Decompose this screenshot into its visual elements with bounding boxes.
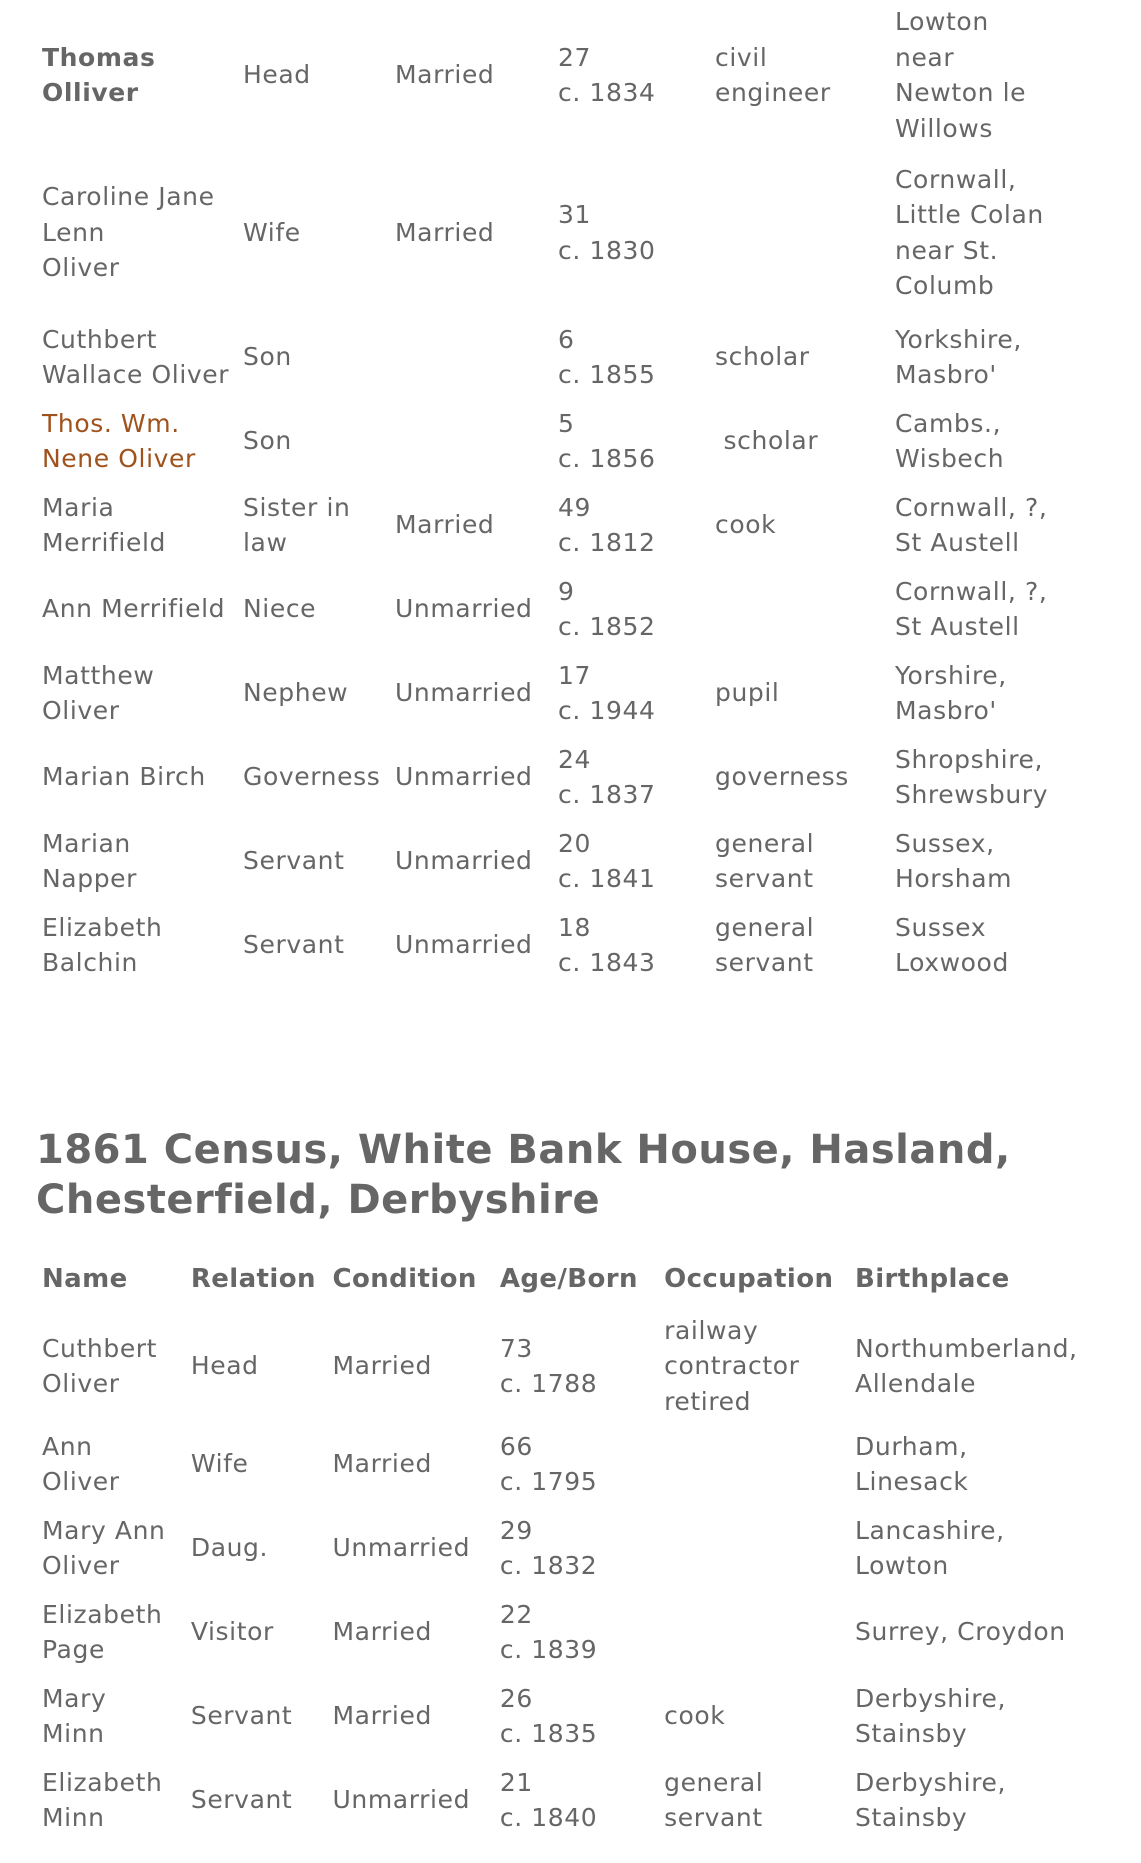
occupation-cell: governess bbox=[715, 762, 849, 792]
relation-cell: Servant bbox=[190, 1701, 293, 1731]
relation-cell: Servant bbox=[190, 1785, 293, 1815]
person-name: Cuthbert Wallace Oliver bbox=[42, 324, 230, 389]
birthplace-cell: Lowton near Newton le Willows bbox=[895, 7, 1027, 143]
age-born-cell: 29 c. 1832 bbox=[499, 1515, 598, 1580]
occupation-cell: scholar bbox=[715, 426, 819, 456]
condition-cell: Unmarried bbox=[395, 930, 533, 960]
table-row bbox=[42, 150, 1102, 315]
age-born-cell: 73 c. 1788 bbox=[499, 1333, 598, 1398]
table-row bbox=[42, 1310, 1122, 1422]
relation-cell: Wife bbox=[190, 1449, 249, 1479]
table-row bbox=[42, 735, 1102, 819]
condition-cell: Married bbox=[395, 217, 495, 247]
birthplace-cell: Surrey, Croydon bbox=[855, 1617, 1066, 1647]
relation-cell: Servant bbox=[243, 930, 345, 960]
condition-cell: Married bbox=[332, 1351, 432, 1381]
table-row bbox=[42, 483, 1102, 567]
person-name: Marian Birch bbox=[42, 762, 206, 792]
table-row bbox=[42, 1506, 1122, 1590]
table-row bbox=[42, 399, 1102, 483]
table-row bbox=[42, 1758, 1122, 1842]
relation-cell: Son bbox=[243, 342, 292, 372]
age-born-cell: 9 c. 1852 bbox=[558, 576, 656, 641]
census-1851-table bbox=[42, 0, 1102, 987]
relation-cell: Head bbox=[190, 1351, 259, 1381]
census-1861-table bbox=[42, 1250, 1122, 1842]
relation-cell: Visitor bbox=[190, 1617, 274, 1647]
header-occupation: Occupation bbox=[664, 1264, 834, 1295]
age-born-cell: 6 c. 1855 bbox=[558, 324, 656, 389]
table-row bbox=[42, 819, 1102, 903]
age-born-cell: 17 c. 1944 bbox=[558, 660, 656, 725]
age-born-cell: 31 c. 1830 bbox=[558, 200, 656, 265]
table-row bbox=[42, 567, 1102, 651]
age-born-cell: 66 c. 1795 bbox=[499, 1431, 598, 1496]
condition-cell: Unmarried bbox=[395, 678, 533, 708]
birthplace-cell: Durham, Linesack bbox=[855, 1431, 969, 1496]
table-row bbox=[42, 903, 1102, 987]
condition-cell: Unmarried bbox=[395, 846, 533, 876]
occupation-cell: railway contractor retired bbox=[664, 1315, 800, 1416]
header-age-born: Age/Born bbox=[499, 1264, 638, 1295]
occupation-cell: pupil bbox=[715, 678, 780, 708]
person-name: Mary Minn bbox=[42, 1683, 107, 1748]
birthplace-cell: Derbyshire, Stainsby bbox=[855, 1767, 1007, 1832]
person-name: Caroline Jane Lenn Oliver bbox=[42, 182, 215, 283]
age-born-cell: 22 c. 1839 bbox=[499, 1599, 598, 1664]
person-name: Maria Merrifield bbox=[42, 492, 166, 557]
age-born-cell: 49 c. 1812 bbox=[558, 492, 656, 557]
condition-cell: Married bbox=[395, 60, 495, 90]
relation-cell: Head bbox=[243, 60, 311, 90]
condition-cell: Unmarried bbox=[332, 1533, 471, 1563]
birthplace-cell: Cornwall, ?, St Austell bbox=[895, 576, 1048, 641]
age-born-cell: 21 c. 1840 bbox=[499, 1767, 598, 1832]
occupation-cell: general servant bbox=[664, 1767, 764, 1832]
relation-cell: Servant bbox=[243, 846, 345, 876]
age-born-cell: 27 c. 1834 bbox=[558, 42, 656, 107]
relation-cell: Son bbox=[243, 426, 292, 456]
condition-cell: Unmarried bbox=[395, 762, 533, 792]
birthplace-cell: Yorshire, Masbro' bbox=[895, 660, 1007, 725]
person-name: Matthew Oliver bbox=[42, 660, 155, 725]
header-name: Name bbox=[42, 1264, 128, 1295]
birthplace-cell: Cornwall, Little Colan near St. Columb bbox=[895, 164, 1044, 300]
birthplace-cell: Shropshire, Shrewsbury bbox=[895, 744, 1049, 809]
relation-cell: Daug. bbox=[190, 1533, 269, 1563]
birthplace-cell: Cambs., Wisbech bbox=[895, 408, 1005, 473]
person-name: Ann Oliver bbox=[42, 1431, 120, 1496]
condition-cell: Unmarried bbox=[395, 594, 533, 624]
person-name: Ann Merrifield bbox=[42, 594, 226, 624]
header-birthplace: Birthplace bbox=[855, 1264, 1010, 1295]
table-row bbox=[42, 0, 1102, 150]
table-row bbox=[42, 1422, 1122, 1506]
age-born-cell: 18 c. 1843 bbox=[558, 912, 656, 977]
person-name: Marian Napper bbox=[42, 828, 138, 893]
person-name: Elizabeth Page bbox=[42, 1599, 163, 1664]
age-born-cell: 24 c. 1837 bbox=[558, 744, 656, 809]
age-born-cell: 20 c. 1841 bbox=[558, 828, 656, 893]
relation-cell: Wife bbox=[243, 217, 301, 247]
occupation-cell: general servant bbox=[715, 828, 815, 893]
birthplace-cell: Lancashire, Lowton bbox=[855, 1515, 1005, 1580]
person-name: Mary Ann Oliver bbox=[42, 1515, 166, 1580]
occupation-cell: civil engineer bbox=[715, 42, 831, 107]
birthplace-cell: Derbyshire, Stainsby bbox=[855, 1683, 1007, 1748]
age-born-cell: 5 c. 1856 bbox=[558, 408, 656, 473]
header-relation: Relation bbox=[190, 1264, 316, 1295]
occupation-cell: cook bbox=[664, 1701, 726, 1731]
person-name: Elizabeth Balchin bbox=[42, 912, 163, 977]
relation-cell: Niece bbox=[243, 594, 317, 624]
person-name: Thomas Olliver bbox=[42, 42, 156, 107]
occupation-cell: scholar bbox=[715, 342, 810, 372]
birthplace-cell: Cornwall, ?, St Austell bbox=[895, 492, 1048, 557]
occupation-cell: general servant bbox=[715, 912, 815, 977]
person-name: Elizabeth Minn bbox=[42, 1767, 163, 1832]
relation-cell: Sister in law bbox=[243, 492, 351, 557]
condition-cell: Unmarried bbox=[332, 1785, 471, 1815]
condition-cell: Married bbox=[332, 1701, 432, 1731]
birthplace-cell: Yorkshire, Masbro' bbox=[895, 324, 1022, 389]
person-name-link[interactable]: Thos. Wm. Nene Oliver bbox=[42, 408, 196, 473]
relation-cell: Governess bbox=[243, 762, 381, 792]
occupation-cell: cook bbox=[715, 510, 777, 540]
birthplace-cell: Sussex Loxwood bbox=[895, 912, 1009, 977]
birthplace-cell: Northumberland, Allendale bbox=[855, 1333, 1078, 1398]
condition-cell: Married bbox=[332, 1617, 432, 1647]
table-row bbox=[42, 1674, 1122, 1758]
table-row bbox=[42, 315, 1102, 399]
person-name: Cuthbert Oliver bbox=[42, 1333, 158, 1398]
birthplace-cell: Sussex, Horsham bbox=[895, 828, 1013, 893]
condition-cell: Married bbox=[395, 510, 495, 540]
age-born-cell: 26 c. 1835 bbox=[499, 1683, 598, 1748]
relation-cell: Nephew bbox=[243, 678, 349, 708]
condition-cell: Married bbox=[332, 1449, 432, 1479]
table-header-row bbox=[42, 1250, 1122, 1310]
census-1861-title: 1861 Census, White Bank House, Hasland, Chesterfield, Derbyshire bbox=[36, 1127, 1011, 1223]
table-row bbox=[42, 651, 1102, 735]
table-row bbox=[42, 1590, 1122, 1674]
header-condition: Condition bbox=[332, 1264, 477, 1295]
